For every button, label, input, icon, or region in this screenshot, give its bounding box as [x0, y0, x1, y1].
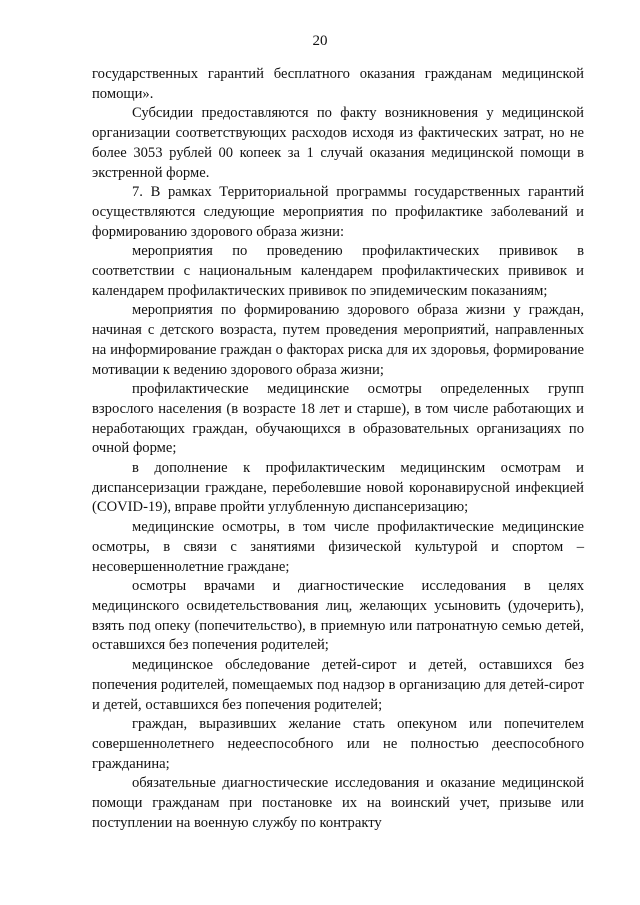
list-item-orphans-exam: медицинское обследование детей-сирот и детей, оставшихся без попечения родителей, помещаемых под надзор в организацию для детей-сирот и детей, оставшихся без попечения родителей;	[92, 657, 584, 713]
paragraph-item-7: 7. В рамках Территориальной программы государственных гарантий осуществляются следующие мероприятия по профилактике заболеваний и формированию здорового образа жизни:	[92, 184, 584, 240]
page-number: 20	[312, 33, 328, 49]
list-item-sports-exams: медицинские осмотры, в том числе профилактические медицинские осмотры, в связи с занятиями физической культурой и спортом – несовершеннолетние граждане;	[92, 519, 584, 575]
list-item-healthy-lifestyle: мероприятия по формированию здорового образа жизни у граждан, начиная с детского возраста, путем проведения мероприятий, направленных на информирование граждан о факторах риска для их здоровья, формирование мотивации к ведению здорового образа жизни;	[92, 302, 584, 378]
list-item-adoption-exams: осмотры врачами и диагностические исследования в целях медицинского освидетельствования лиц, желающих усыновить (удочерить), взять под опеку (попечительство), в приемную или патронатную семью детей, оставшихся без попечения родителей;	[92, 578, 584, 654]
list-item-covid-dispensary: в дополнение к профилактическим медицинским осмотрам и диспансеризации граждане, переболевшие новой коронавирусной инфекцией (COVID-19), вправе пройти углубленную диспансеризацию;	[92, 460, 584, 516]
document-body	[92, 65, 584, 833]
list-item-guardians: граждан, выразивших желание стать опекуном или попечителем совершеннолетнего недееспособного или не полностью дееспособного гражданина;	[92, 716, 584, 772]
list-item-preventive-exams: профилактические медицинские осмотры определенных групп взрослого населения (в возрасте 18 лет и старше), в том числе работающих и неработающих граждан, обучающихся в образовательных организациях по очной форме;	[92, 381, 584, 457]
paragraph-subsidies: Субсидии предоставляются по факту возникновения у медицинской организации соответствующих расходов исходя из фактических затрат, но не более 3053 рублей 00 копеек за 1 случай оказания медицинской помощи в экстренной форме.	[92, 105, 584, 181]
list-item-vaccinations: мероприятия по проведению профилактических прививок в соответствии с национальным календарем профилактических прививок и календарем профилактических прививок по эпидемическим показаниям;	[92, 243, 584, 299]
paragraph-continuation: государственных гарантий бесплатного оказания гражданам медицинской помощи».	[92, 66, 584, 102]
list-item-military: обязательные диагностические исследования и оказание медицинской помощи гражданам при постановке их на воинский учет, призыве или поступлении на военную службу по контракту	[92, 775, 584, 831]
